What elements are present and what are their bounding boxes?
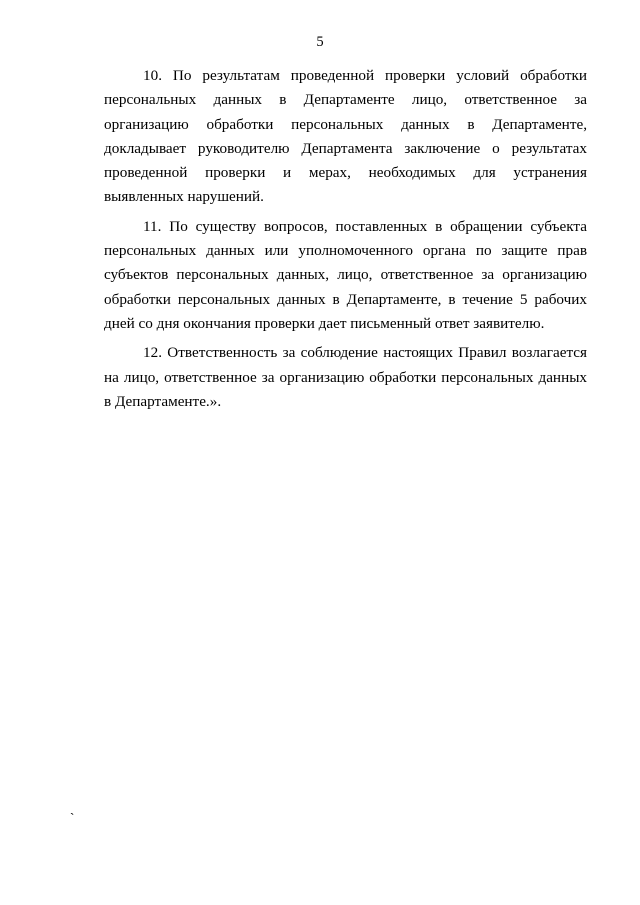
stray-mark: ` (70, 810, 75, 825)
paragraph-12: 12. Ответственность за соблюдение настоящих Правил возлагается на лицо, ответственное за организацию обработки персональных данных в Департаменте.». (104, 344, 587, 410)
document-body (104, 64, 587, 419)
paragraph-11: 11. По существу вопросов, поставленных в обращении субъекта персональных данных или уполномоченного органа по защите прав субъектов персональных данных, лицо, ответственное за организацию обработки персональных данных в Департаменте, в течение 5 рабочих дней со дня окончания проверки дает письменный ответ заявителю. (104, 217, 587, 332)
page-number: 5 (316, 34, 324, 50)
paragraph-10: 10. По результатам проведенной проверки условий обработки персональных данных в Департаменте лицо, ответственное за организацию обработки персональных данных в Департаменте, докладывает руководителю Департамента заключение о результатах проведенной проверки и мерах, необходимых для устранения выявленных нарушений. (104, 67, 587, 206)
